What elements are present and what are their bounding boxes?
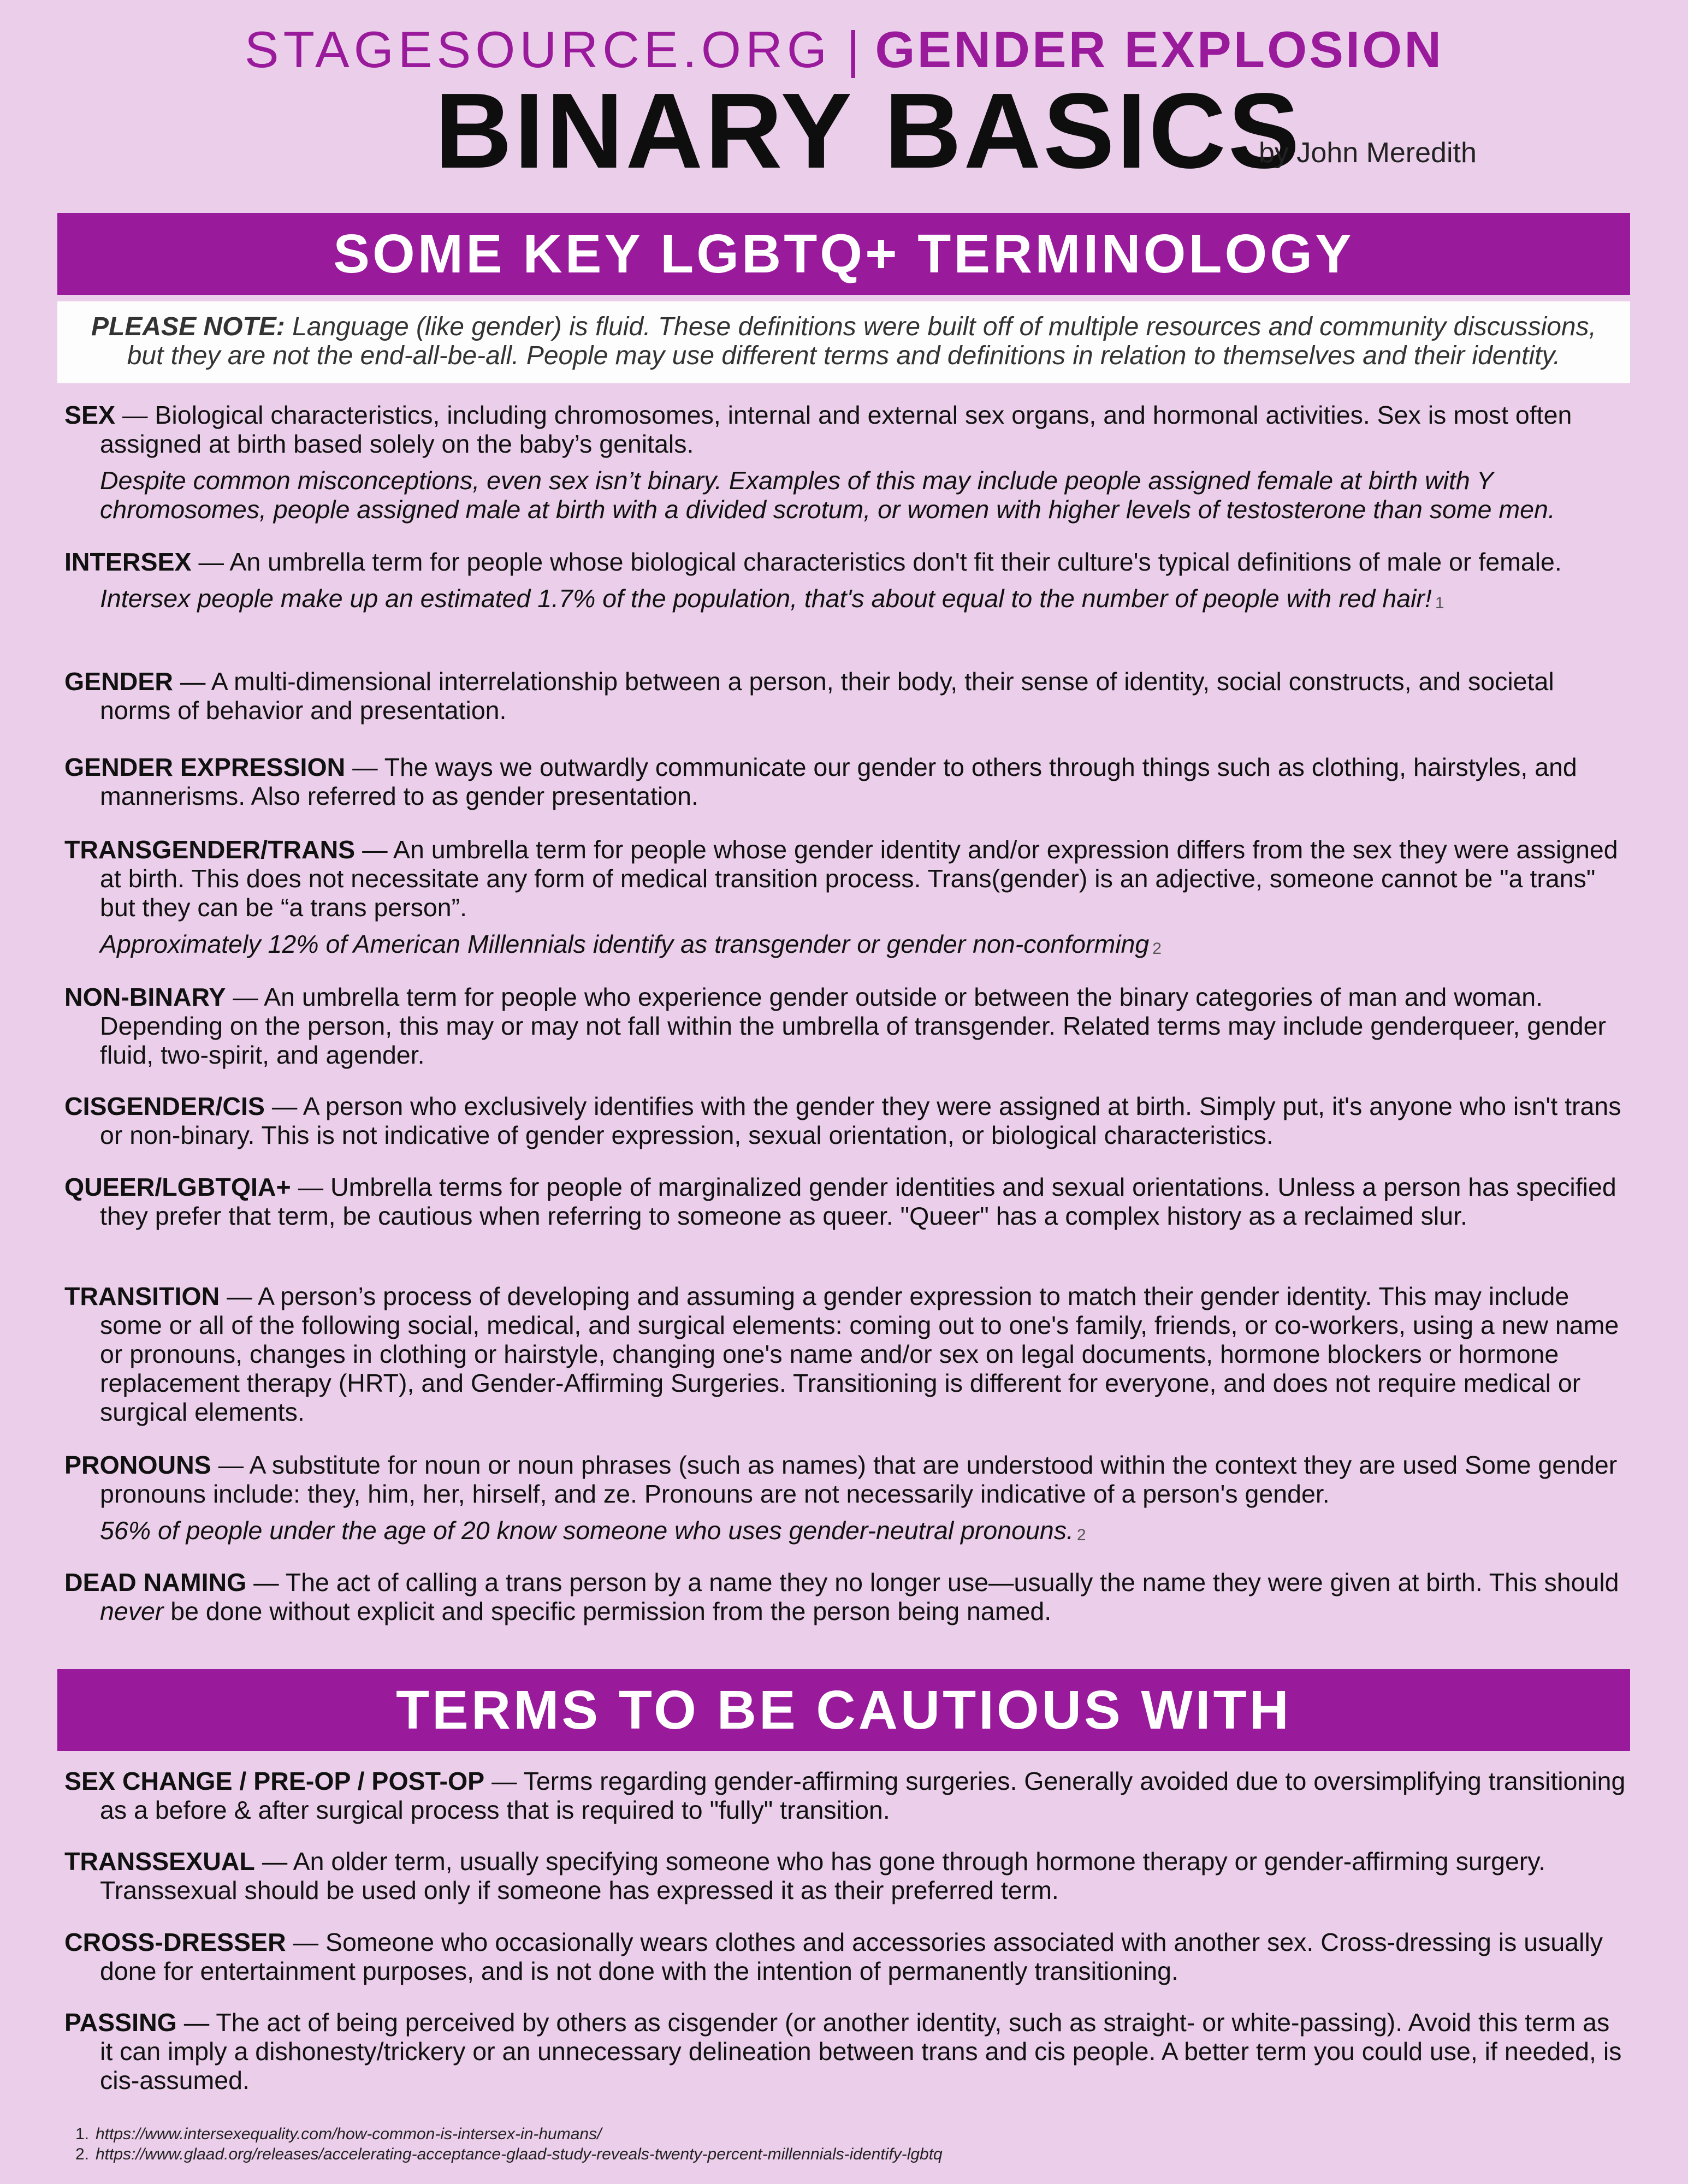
- entry-transsexual: TRANSSEXUAL — An older term, usually specifying someone who has gone through hormone therapy or gender-affirming surgery. Transsexual should be used only if someone has expressed it as their preferred term.: [64, 1847, 1546, 1904]
- entry-transition: TRANSITION — A person’s process of developing and assuming a gender expression to match their gender identity. This may include some or all of the following social, medical, and surgical elements: coming out to one's family, friends, or co-workers, using a new name or pronouns, changes in clothing or hairstyle, changing one's name and/or sex on legal documents, hormone blockers or hormone replacement therapy (HRT), and Gender-Affirming Surgeries. Transitioning is different for everyone, and does not require medical or surgical elements.: [64, 1282, 1619, 1426]
- footnote-ref: 2: [1076, 1526, 1086, 1544]
- definition: A substitute for noun or noun phrases (such as names) that are understood within the context they are used Some gender pronouns include: they, him, her, hirself, and ze. Pronouns are not necessarily indicative of a person's gender.: [100, 1451, 1618, 1508]
- definition: An umbrella term for people whose gender identity and/or expression differs from the sex they were assigned at birth. This does not necessitate any form of medical transition process. Trans(gender) is an adjective, someone cannot be "a trans" but they can be “a trans person”.: [100, 835, 1618, 922]
- header-separator: |: [846, 21, 860, 78]
- entry-transgender: TRANSGENDER/TRANS — An umbrella term for people whose gender identity and/or expression differs from the sex they were assigned at birth. This does not necessitate any form of medical transition process. Trans(gender) is an adjective, someone cannot be "a trans" but they can be “a trans person”. Approximately 12% of American Millennials identify as transgender or gender non-conforming 2: [64, 835, 1618, 958]
- footnote-link[interactable]: https://www.intersexequality.com/how-common-is-intersex-in-humans/: [96, 2125, 602, 2143]
- entry-queer: QUEER/LGBTQIA+ — Umbrella terms for people of marginalized gender identities and sexual orientations. Unless a person has specified they prefer that term, be cautious when referring to someone as queer. "Queer" has a complex history as a reclaimed slur.: [64, 1173, 1616, 1230]
- term: PRONOUNS: [64, 1451, 211, 1479]
- term: CROSS-DRESSER: [64, 1928, 286, 1956]
- term: TRANSGENDER/TRANS: [64, 835, 356, 864]
- entry-passing: PASSING — The act of being perceived by others as cisgender (or another identity, such as straight- or white-passing). Avoid this term as it can imply a dishonesty/trickery or an unnecessary delineation between trans and cis people. A better term you could use, if needed, is cis-assumed.: [64, 2008, 1622, 2094]
- definition: Terms regarding gender-affirming surgeries. Generally avoided due to oversimplifying transitioning as a before & after surgical process that is required to "fully" transition.: [100, 1767, 1626, 1824]
- term: DEAD NAMING: [64, 1568, 247, 1597]
- term: GENDER EXPRESSION: [64, 753, 346, 781]
- footnote-ref: 2: [1152, 940, 1162, 958]
- term: TRANSITION: [64, 1282, 220, 1310]
- definition: An older term, usually specifying someone who has gone through hormone therapy or gender-affirming surgery. Transsexual should be used only if someone has expressed it as their preferred term.: [100, 1847, 1546, 1904]
- term: SEX: [64, 401, 116, 429]
- entry-gender: GENDER — A multi-dimensional interrelationship between a person, their body, their sense of identity, social constructs, and societal norms of behavior and presentation.: [64, 667, 1554, 725]
- page-title: BINARY BASICS: [435, 71, 1302, 191]
- series-name: GENDER EXPLOSION: [875, 21, 1444, 78]
- entry-intersex: INTERSEX — An umbrella term for people whose biological characteristics don't fit their culture's typical definitions of male or female. Intersex people make up an estimated 1.7% of the population, that's about equal to the number of people with red hair! 1: [64, 548, 1562, 613]
- site-name: STAGESOURCE.ORG: [244, 21, 831, 78]
- definition: A person’s process of developing and assuming a gender expression to match their gender identity. This may include some or all of the following social, medical, and surgical elements: coming out to one's family, friends, or co-workers, using a new name or pronouns, changes in clothing or hairstyle, changing one's name and/or sex on legal documents, hormone blockers or hormone replacement therapy (HRT), and Gender-Affirming Surgeries. Transitioning is different for everyone, and does not require medical or surgical elements.: [100, 1282, 1619, 1426]
- note-text: Language (like gender) is fluid. These definitions were built off of multiple resources and community discussions, but they are not the end-all-be-all. People may use different terms and definitions in relation to themselves and their identity.: [127, 312, 1596, 370]
- term: SEX CHANGE / PRE-OP / POST-OP: [64, 1767, 485, 1795]
- fact: Intersex people make up an estimated 1.7% of the population, that's about equal to the number of people with red hair!: [100, 584, 1432, 613]
- fact: Approximately 12% of American Millennials identify as transgender or gender non-conforming: [100, 930, 1150, 958]
- definition: A multi-dimensional interrelationship between a person, their body, their sense of identity, social constructs, and societal norms of behavior and presentation.: [100, 667, 1554, 725]
- entry-gender-expression: GENDER EXPRESSION — The ways we outwardly communicate our gender to others through things such as clothing, hairstyles, and mannerisms. Also referred to as gender presentation.: [64, 753, 1577, 810]
- term: QUEER/LGBTQIA+: [64, 1173, 291, 1201]
- term: PASSING: [64, 2008, 177, 2037]
- definition: The act of being perceived by others as cisgender (or another identity, such as straight- or white-passing). Avoid this term as it can imply a dishonesty/trickery or an unnecessary delineation between trans and cis people. A better term you could use, if needed, is cis-assumed.: [100, 2008, 1622, 2094]
- term: NON-BINARY: [64, 983, 226, 1011]
- definition: A person who exclusively identifies with the gender they were assigned at birth. Simply put, it's anyone who isn't trans or non-binary. This is not indicative of gender expression, sexual orientation, or biological characteristics.: [100, 1092, 1621, 1149]
- byline: by John Meredith: [1259, 137, 1477, 169]
- term: GENDER: [64, 667, 173, 696]
- section-heading-cautious: TERMS TO BE CAUTIOUS WITH: [57, 1669, 1630, 1751]
- entry-sex-change: SEX CHANGE / PRE-OP / POST-OP — Terms regarding gender-affirming surgeries. Generally avoided due to oversimplifying transitioning as a before & after surgical process that is required to "fully" transition.: [64, 1767, 1626, 1824]
- definition: An umbrella term for people who experience gender outside or between the binary categories of man and woman. Depending on the person, this may or may not fall within the umbrella of transgender. Related terms may include genderqueer, gender fluid, two-spirit, and agender.: [100, 983, 1607, 1069]
- footnotes: [64, 2124, 1648, 2164]
- footnote-link[interactable]: https://www.glaad.org/releases/accelerating-acceptance-glaad-study-reveals-twenty-percent-millennials-identify-lgbtq: [96, 2145, 943, 2163]
- term: TRANSSEXUAL: [64, 1847, 255, 1876]
- definition: Biological characteristics, including chromosomes, internal and external sex organs, and hormonal activities. Sex is most often assigned at birth based solely on the baby’s genitals.: [100, 401, 1572, 458]
- entry-non-binary: NON-BINARY — An umbrella term for people who experience gender outside or between the binary categories of man and woman. Depending on the person, this may or may not fall within the umbrella of transgender. Related terms may include genderqueer, gender fluid, two-spirit, and agender.: [64, 983, 1607, 1069]
- entry-pronouns: PRONOUNS — A substitute for noun or noun phrases (such as names) that are understood within the context they are used Some gender pronouns include: they, him, her, hirself, and ze. Pronouns are not necessarily indicative of a person's gender. 56% of people under the age of 20 know someone who uses gender-neutral pronouns. 2: [64, 1451, 1618, 1545]
- footnote-ref: 1: [1435, 594, 1444, 612]
- entry-sex: SEX — Biological characteristics, including chromosomes, internal and external sex organs, and hormonal activities. Sex is most often assigned at birth based solely on the baby’s genitals. Despite common misconceptions, even sex isn’t binary. Examples of this may include people assigned female at birth with Y chromosomes, people assigned male at birth with a divided scrotum, or women with higher levels of testosterone than some men.: [64, 401, 1626, 524]
- term: CISGENDER/CIS: [64, 1092, 265, 1120]
- footnote: 1. https://www.intersexequality.com/how-common-is-intersex-in-humans/: [75, 2125, 602, 2143]
- footnote: 2. https://www.glaad.org/releases/accelerating-acceptance-glaad-study-reveals-twenty-percent-millennials-identify-lgbtq: [75, 2145, 943, 2163]
- definition: Umbrella terms for people of marginalized gender identities and sexual orientations. Unless a person has specified they prefer that term, be cautious when referring to someone as queer. "Queer" has a complex history as a reclaimed slur.: [100, 1173, 1616, 1230]
- fact: Despite common misconceptions, even sex isn’t binary. Examples of this may include people assigned female at birth with Y chromosomes, people assigned male at birth with a divided scrotum, or women with higher levels of testosterone than some men.: [100, 466, 1555, 524]
- term: INTERSEX: [64, 548, 192, 576]
- entry-dead-naming: DEAD NAMING — The act of calling a trans person by a name they no longer use—usually the name they were given at birth. This should never be done without explicit and specific permission from the person being named.: [64, 1568, 1619, 1625]
- please-note-box: [57, 301, 1630, 383]
- entry-cisgender: CISGENDER/CIS — A person who exclusively identifies with the gender they were assigned at birth. Simply put, it's anyone who isn't trans or non-binary. This is not indicative of gender expression, sexual orientation, or biological characteristics.: [64, 1092, 1621, 1149]
- definition: An umbrella term for people whose biological characteristics don't fit their culture's typical definitions of male or female.: [229, 548, 1562, 576]
- note-label: PLEASE NOTE:: [91, 312, 285, 341]
- fact: 56% of people under the age of 20 know someone who uses gender-neutral pronouns.: [100, 1516, 1074, 1545]
- entry-cross-dresser: CROSS-DRESSER — Someone who occasionally wears clothes and accessories associated with another sex. Cross-dressing is usually done for entertainment purposes, and is not done with the intention of permanently transitioning.: [64, 1928, 1603, 1985]
- section-heading-terminology: SOME KEY LGBTQ+ TERMINOLOGY: [57, 213, 1630, 295]
- definition: The ways we outwardly communicate our gender to others through things such as clothing, hairstyles, and mannerisms. Also referred to as gender presentation.: [100, 753, 1577, 810]
- definition: Someone who occasionally wears clothes and accessories associated with another sex. Cross-dressing is usually done for entertainment purposes, and is not done with the intention of permanently transitioning.: [100, 1928, 1603, 1985]
